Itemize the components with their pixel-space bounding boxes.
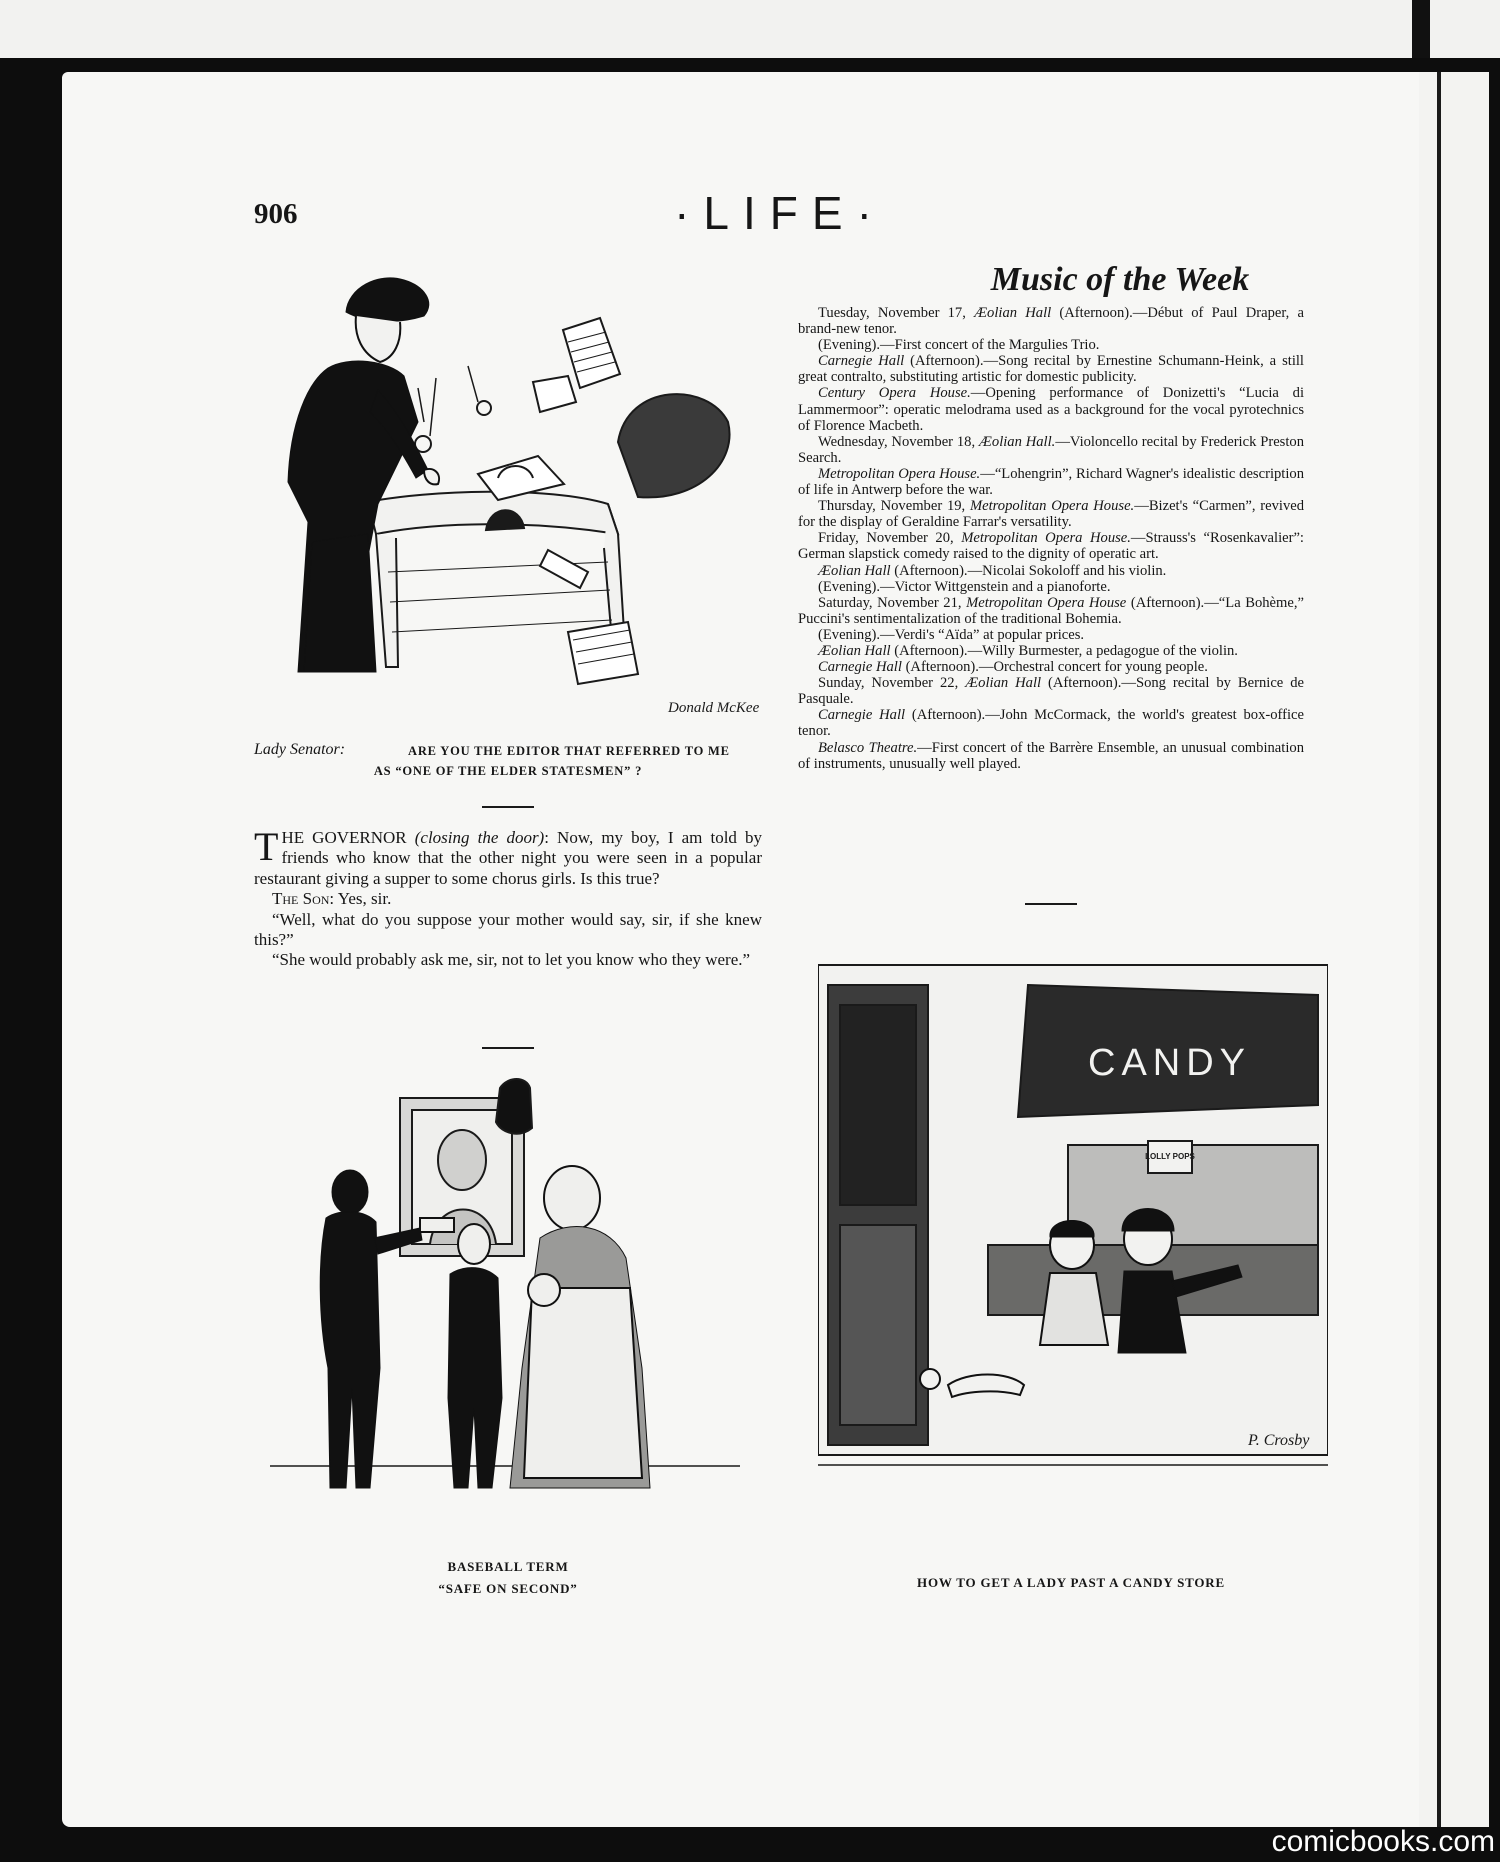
- music-entry-text: —First concert of the Barrère Ensemble, an unusual combination of instruments, unusually well played.: [798, 739, 1304, 772]
- music-entry: [798, 563, 1304, 579]
- music-entry: [798, 434, 1304, 466]
- music-entry: [798, 305, 1304, 337]
- cartoon1-caption-line2: AS “ONE OF THE ELDER STATESMEN” ?: [373, 764, 643, 778]
- music-entry-text: (Afternoon).—Nicolai Sokoloff and his violin.: [890, 562, 1167, 579]
- next-page-edge: [1419, 72, 1489, 1827]
- music-entry-date: (Evening).—Victor Wittgenstein and a pianoforte.: [818, 578, 1111, 595]
- section-divider: [482, 806, 534, 808]
- music-entry-venue: Carnegie Hall: [818, 659, 902, 676]
- music-entry: [798, 530, 1304, 562]
- music-entry-text: (Afternoon).—Song recital by Bernice de Pasquale.: [798, 675, 1304, 708]
- wedding-caption-line2: “SAFE ON SECOND”: [438, 1581, 578, 1596]
- music-entry-venue: Metropolitan Opera House.: [969, 498, 1135, 515]
- story-paragraph: “Well, what do you suppose your mother would say, sir, if she knew this?”: [254, 909, 762, 950]
- section-divider: [1025, 903, 1077, 905]
- music-entry-date: (Evening).—First concert of the Margulies Trio.: [818, 337, 1100, 354]
- music-entry-date: Sunday, November 22,: [818, 675, 966, 692]
- candy-signature: P. Crosby: [1248, 1432, 1310, 1449]
- music-entry: [798, 740, 1304, 772]
- watermark: comicbooks.com: [1271, 1825, 1495, 1858]
- story-stage-direction: (closing the door): [414, 828, 545, 847]
- music-entry-date: (Evening).—Verdi's “Aïda” at popular prices.: [818, 626, 1085, 643]
- music-entry-venue: Belasco Theatre.: [818, 739, 918, 756]
- story-paragraph: [254, 824, 763, 889]
- music-entry-text: (Afternoon).—Song recital by Ernestine Schumann-Heink, a still great contralto, substituting artistic for domestic publicity.: [798, 353, 1304, 386]
- music-entry-text: (Afternoon).—John McCormack, the world's greatest box-office tenor.: [798, 707, 1304, 740]
- music-entry-text: (Afternoon).—“La Bohème,” Puccini's sentimentalization of the traditional Bohemia.: [798, 594, 1304, 627]
- music-entry: [798, 385, 1304, 433]
- music-entry-venue: Carnegie Hall: [818, 353, 905, 370]
- music-entry: [798, 579, 1304, 595]
- music-entry: [798, 353, 1304, 385]
- music-entry: [798, 595, 1304, 627]
- music-entry-date: Tuesday, November 17,: [818, 305, 975, 321]
- scan-top-strip-edge: [1412, 0, 1430, 58]
- music-entry: [798, 643, 1304, 659]
- story-paragraph: “She would probably ask me, sir, not to let you know who they were.”: [272, 950, 751, 970]
- wedding-cartoon: [270, 1068, 740, 1548]
- music-entry-venue: Æolian Hall: [965, 675, 1042, 692]
- music-entry: [798, 498, 1304, 530]
- governor-anecdote: [254, 824, 763, 971]
- music-entry: [798, 466, 1304, 498]
- wedding-caption-line1: BASEBALL TERM: [447, 1559, 569, 1574]
- music-entry-text: (Afternoon).—Orchestral concert for young people.: [901, 659, 1208, 676]
- drop-cap: T: [254, 824, 279, 869]
- section-divider: [482, 1047, 534, 1049]
- page-gutter-line: [1437, 72, 1441, 1827]
- masthead: ·LIFE·: [674, 187, 886, 239]
- page-number: 906: [254, 198, 298, 230]
- cartoon1-caption-line1: ARE YOU THE EDITOR THAT REFERRED TO ME: [408, 744, 730, 758]
- music-entry-date: Friday, November 20,: [818, 530, 962, 547]
- music-entry-venue: Æolian Hall: [974, 305, 1052, 321]
- music-section-title: Music of the Week: [990, 261, 1250, 298]
- music-entry-venue: Metropolitan Opera House.: [818, 465, 981, 482]
- music-entry-text: —“Lohengrin”, Richard Wagner's idealistic description of life in Antwerp before the war.: [798, 465, 1304, 499]
- cartoon1-signature: Donald McKee: [668, 700, 760, 716]
- music-entry-text: (Afternoon).—Début of Paul Draper, a brand-new tenor.: [798, 305, 1304, 338]
- story-paragraph: [254, 889, 762, 909]
- story-speaker-governor: HE GOVERNOR: [281, 828, 407, 847]
- music-entry-venue: Æolian Hall.: [978, 433, 1056, 450]
- lady-senator-cartoon: [228, 272, 768, 732]
- music-entry-venue: Metropolitan Opera House.: [961, 530, 1131, 547]
- candy-sign: CANDY: [1088, 1042, 1252, 1084]
- music-entry: [798, 707, 1304, 739]
- story-text: : Yes, sir.: [329, 889, 392, 909]
- music-entry-text: —Violoncello recital by Frederick Preston Search.: [798, 433, 1304, 466]
- scan-top-strip: [0, 0, 1500, 58]
- lolly-pops-sign: LOLLY POPS: [1145, 1152, 1195, 1161]
- music-entry-venue: Century Opera House.: [818, 385, 971, 402]
- music-entry: [798, 627, 1304, 643]
- story-speaker-son: The Son: [272, 889, 330, 909]
- music-entry-date: Saturday, November 21,: [818, 594, 967, 611]
- music-entry-venue: Metropolitan Opera House: [966, 594, 1127, 611]
- music-entry-text: —Bizet's “Carmen”, revived for the display of Geraldine Farrar's versatility.: [798, 498, 1305, 531]
- music-entry: [798, 659, 1304, 675]
- music-entry-venue: Æolian Hall: [818, 642, 891, 659]
- candy-caption: HOW TO GET A LADY PAST A CANDY STORE: [917, 1575, 1225, 1590]
- story-text: : Now, my boy, I am told by friends who know that the other night you were seen in a popular restaurant giving a supper to some chorus girls. Is this true?: [254, 828, 763, 888]
- candy-store-cartoon: [818, 945, 1328, 1525]
- music-entry-venue: Carnegie Hall: [818, 707, 906, 724]
- music-listings: [798, 305, 1304, 772]
- music-entry-date: Wednesday, November 18,: [818, 433, 979, 450]
- music-entry-text: —Opening performance of Donizetti's “Lucia di Lammermoor”: operatic melodrama used as a background for the vocal pyrotechnics of Florence Macbeth.: [798, 385, 1304, 434]
- music-entry-date: Thursday, November 19,: [818, 498, 970, 515]
- music-entry: [798, 337, 1304, 353]
- music-entry-text: (Afternoon).—Willy Burmester, a pedagogue of the violin.: [890, 642, 1238, 659]
- music-entry-text: —Strauss's “Rosenkavalier”: German slapstick comedy raised to the dignity of operatic art.: [798, 530, 1304, 563]
- music-entry: [798, 675, 1304, 707]
- music-entry-venue: Æolian Hall: [818, 562, 891, 579]
- cartoon1-speaker: Lady Senator:: [254, 741, 346, 758]
